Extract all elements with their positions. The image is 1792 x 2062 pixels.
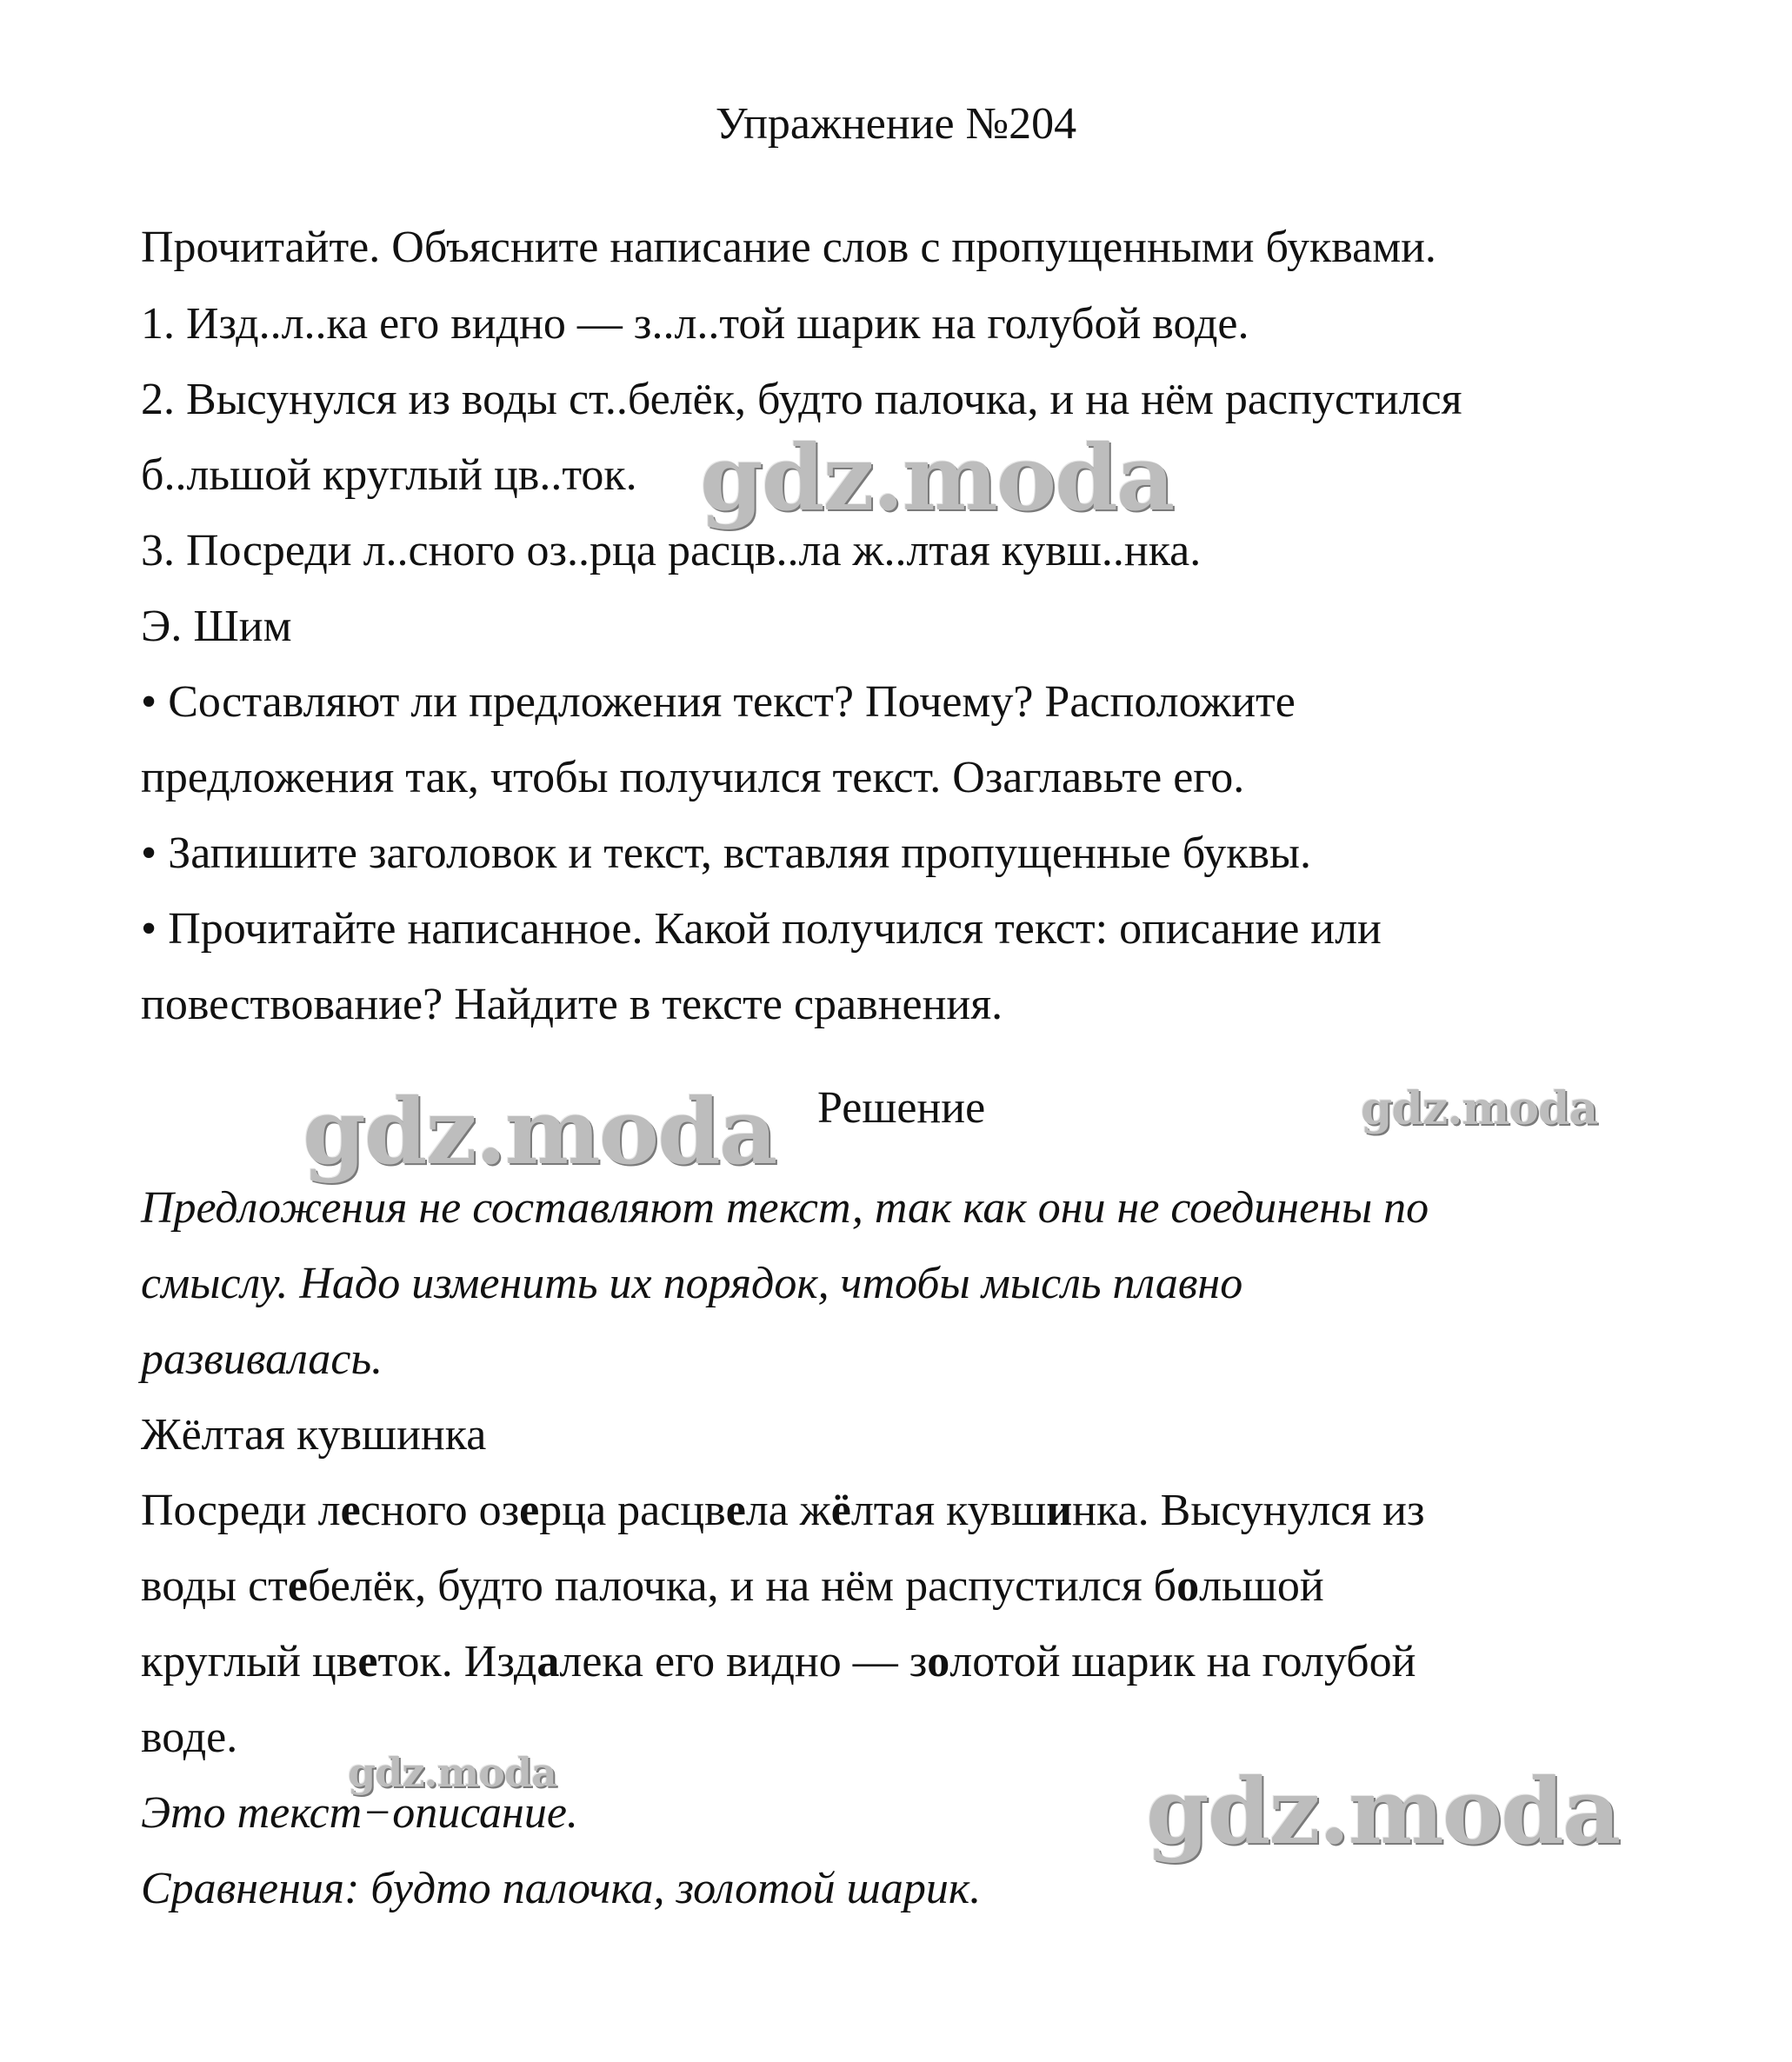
inserted-letter: о [927,1637,950,1686]
solution-text-line-1 [141,1485,1425,1537]
solution-explanation-1: Предложения не составляют текст, так как они не соединены по [141,1183,1429,1233]
watermark-logo: gdz.moda [1146,1758,1620,1865]
task-question-1: • Составляют ли предложения текст? Почему? Расположите [141,677,1296,727]
text-segment: воды ст [141,1561,288,1611]
inserted-letter: е [519,1486,540,1535]
text-segment: белёк, будто палочка, и на нём распустился б [308,1561,1177,1611]
solution-comparisons: Сравнения: будто палочка, золотой шарик. [141,1864,982,1913]
solution-explanation-3: развивалась. [141,1334,383,1384]
text-segment: ток. Изд [377,1637,537,1686]
watermark-logo: gdz.moda [700,424,1174,531]
text-segment: ла ж [745,1486,831,1535]
inserted-letter: е [340,1486,361,1535]
task-sentence-1: 1. Изд..л..ка его видно — з..л..той шарик на голубой воде. [141,299,1249,349]
text-segment: круглый цв [141,1637,358,1686]
solution-label: Решение [817,1083,986,1133]
text-segment: нка. Высунулся из [1072,1486,1425,1535]
watermark-logo: gdz.moda [303,1078,776,1185]
solution-text-line-2 [141,1560,1324,1613]
text-segment: Посреди л [141,1486,341,1535]
solution-text-line-3 [141,1636,1416,1688]
task-sentence-3: 3. Посреди л..сного оз..рца расцв..ла ж..лтая кувш..нка. [141,526,1202,575]
inserted-letter: а [536,1637,560,1686]
inserted-letter: и [1046,1486,1073,1535]
task-sentence-2: 2. Высунулся из воды ст..белёк, будто палочка, и на нём распустился [141,375,1462,424]
solution-text-type: Это текст−описание. [141,1788,578,1838]
task-question-3-cont: повествование? Найдите в тексте сравнения. [141,980,1003,1029]
watermark-logo: gdz.moda [1361,1082,1598,1135]
watermark-logo: gdz.moda [348,1749,556,1796]
solution-heading: Жёлтая кувшинка [141,1410,487,1460]
task-instruction: Прочитайте. Объясните написание слов с пропущенными буквами. [141,223,1436,272]
inserted-letter: ё [830,1486,851,1535]
text-segment: лека его видно — з [559,1637,928,1686]
task-author: Э. Шим [141,602,292,651]
text-segment: лтая кувш [850,1486,1047,1535]
task-question-3: • Прочитайте написанное. Какой получился текст: описание или [141,904,1382,954]
task-sentence-2-cont: б..льшой круглый цв..ток. [141,450,637,500]
exercise-title: Упражнение №204 [715,99,1077,149]
solution-text-line-4: воде. [141,1713,238,1762]
solution-explanation-2: смыслу. Надо изменить их порядок, чтобы мысль плавно [141,1259,1243,1308]
inserted-letter: е [357,1637,378,1686]
text-segment: лотой шарик на голубой [949,1637,1416,1686]
text-segment: рца расцв [539,1486,726,1535]
inserted-letter: е [725,1486,746,1535]
text-segment: сного оз [360,1486,520,1535]
task-question-2: • Запишите заголовок и текст, вставляя пропущенные буквы. [141,828,1311,878]
inserted-letter: о [1176,1561,1200,1611]
text-segment: льшой [1199,1561,1324,1611]
inserted-letter: е [287,1561,308,1611]
task-question-1-cont: предложения так, чтобы получился текст. Озаглавьте его. [141,753,1245,802]
